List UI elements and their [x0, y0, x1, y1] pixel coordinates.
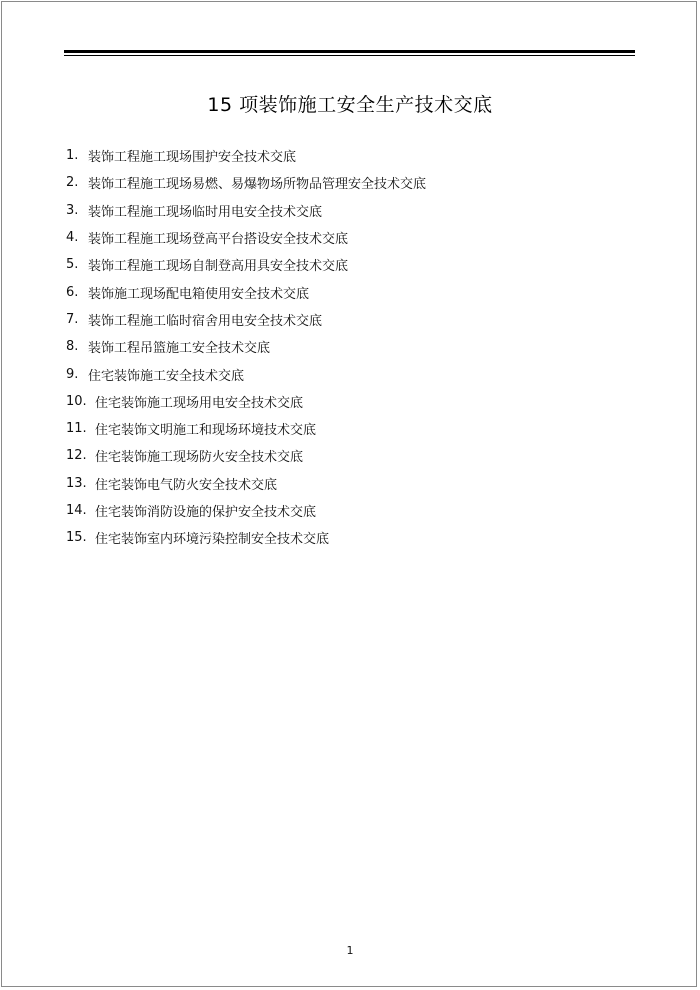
item-number: 15.: [66, 530, 87, 546]
item-number: 11.: [66, 421, 87, 437]
list-item: [66, 388, 426, 415]
item-text: 住宅装饰施工安全技术交底: [88, 368, 245, 384]
list-item: [66, 497, 426, 524]
list-item: [66, 224, 426, 251]
list-item: [66, 442, 426, 469]
item-text: 住宅装饰文明施工和现场环境技术交底: [95, 423, 317, 439]
item-number: 9.: [66, 366, 79, 382]
item-number: 1.: [66, 148, 79, 164]
list-item: [66, 197, 426, 224]
list-item: [66, 415, 426, 442]
item-text: 装饰工程施工现场自制登高用具安全技术交底: [88, 259, 349, 275]
item-text: 装饰工程施工现场易燃、易爆物场所物品管理安全技术交底: [88, 177, 427, 193]
item-text: 装饰工程施工现场临时用电安全技术交底: [88, 204, 323, 220]
item-text: 住宅装饰施工现场用电安全技术交底: [95, 395, 304, 411]
item-list: [66, 142, 426, 551]
list-item: [66, 360, 426, 387]
list-item: [66, 251, 426, 278]
item-text: 住宅装饰消防设施的保护安全技术交底: [95, 505, 317, 520]
list-item: [66, 524, 426, 551]
list-item: [66, 306, 426, 333]
item-text: 装饰工程施工临时宿舍用电安全技术交底: [88, 313, 323, 329]
item-text: 装饰工程施工现场围护安全技术交底: [88, 150, 297, 166]
list-item: [66, 333, 426, 360]
list-item: [66, 169, 426, 196]
item-text: 住宅装饰施工现场防火安全技术交底: [95, 450, 304, 466]
header-rule-thin: [64, 55, 635, 56]
item-number: 10.: [66, 393, 87, 409]
item-text: 住宅装饰室内环境污染控制安全技术交底: [95, 532, 330, 548]
item-number: 2.: [66, 175, 79, 191]
document-title: 15 项装饰施工安全生产技术交底: [207, 94, 493, 116]
item-text: 装饰工程施工现场登高平台搭设安全技术交底: [88, 232, 349, 248]
item-number: 5.: [66, 257, 79, 273]
item-number: 6.: [66, 284, 79, 300]
item-text: 住宅装饰电气防火安全技术交底: [95, 477, 278, 493]
list-item: [66, 278, 426, 305]
item-text: 装饰工程吊篮施工安全技术交底: [88, 341, 271, 357]
item-number: 12.: [66, 448, 87, 464]
page-number: 1: [346, 944, 354, 957]
item-number: 4.: [66, 230, 79, 246]
header-rule-thick: [64, 50, 635, 53]
list-item: [66, 142, 426, 169]
item-text: 装饰施工现场配电箱使用安全技术交底: [88, 286, 310, 302]
item-number: 3.: [66, 202, 79, 218]
item-number: 7.: [66, 311, 79, 327]
item-number: 8.: [66, 339, 79, 355]
item-number: 14.: [66, 503, 87, 518]
item-number: 13.: [66, 475, 87, 491]
list-item: [66, 470, 426, 497]
